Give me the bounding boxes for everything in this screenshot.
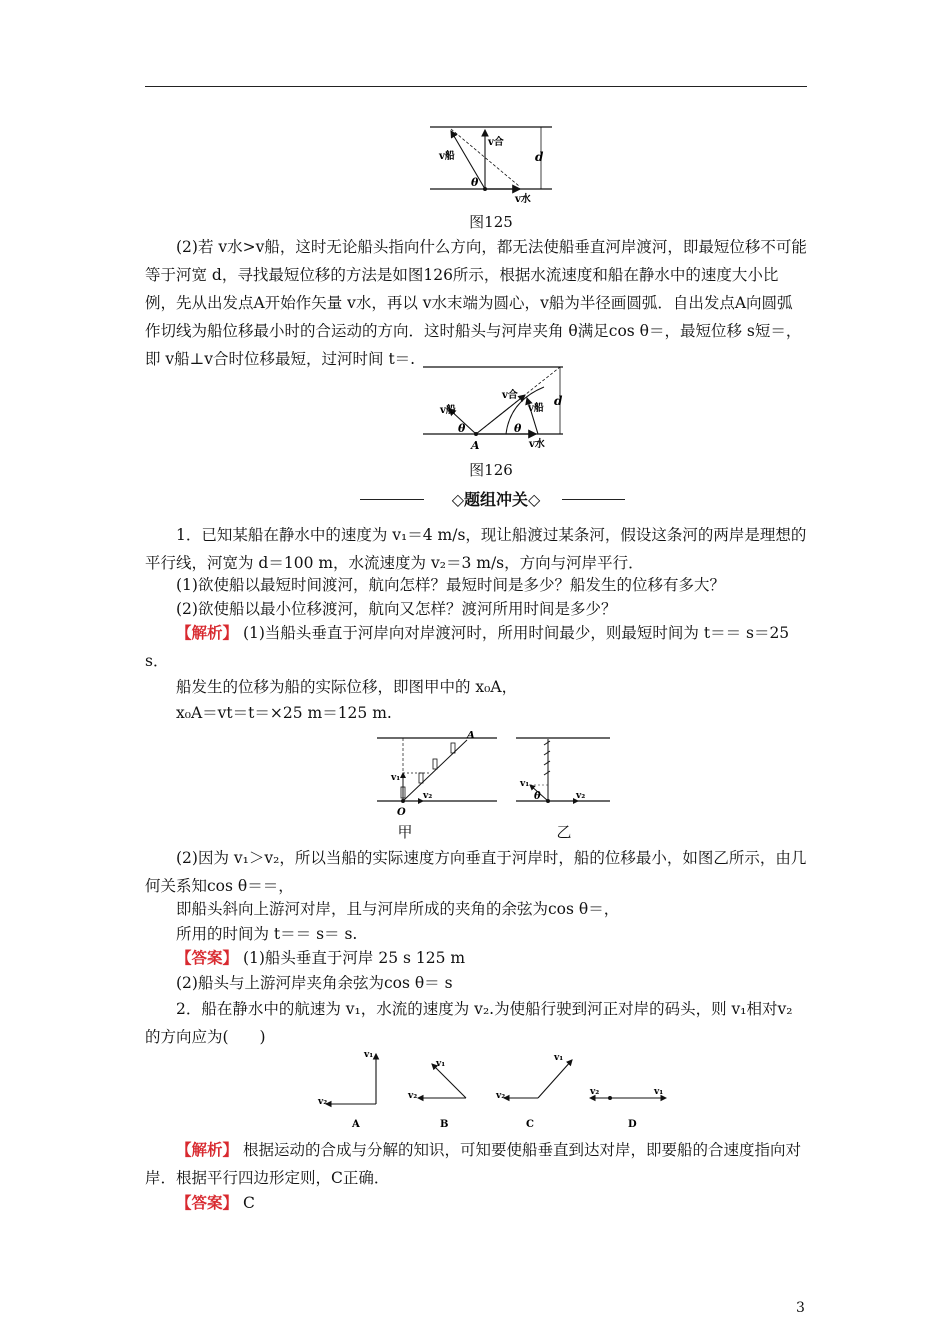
q1-daan: [145, 944, 807, 972]
q1-a1: (1)当船头垂直于河岸向对岸渡河时，所用时间最少，则最短时间为 t＝＝ s＝25 s．: [145, 624, 790, 670]
optA-label: A: [352, 1119, 360, 1130]
fig126-vhe: v合: [502, 390, 518, 401]
jia-A: A: [467, 731, 475, 741]
fig126-caption: 图126: [469, 461, 513, 479]
fig126-vshui: v水: [529, 439, 545, 450]
q1-a3: x₀A＝vt＝t＝×25 m＝125 m.: [176, 704, 392, 722]
page-number: 3: [796, 1300, 805, 1316]
figure-125: [425, 118, 555, 208]
yi-theta: θ: [534, 791, 541, 802]
optA-v2: v₂: [318, 1097, 328, 1107]
fig126-theta2: θ: [514, 422, 522, 435]
optD-label: D: [628, 1119, 637, 1130]
section-title: ◇题组冲关◇: [451, 490, 541, 509]
q2-jiexi-tag: 【解析】: [176, 1141, 239, 1159]
optB-v2: v₂: [408, 1091, 418, 1101]
q2-stem: 2．船在静水中的航速为 v₁，水流的速度为 v₂.为使船行驶到河正对岸的码头，则 v₁相对v₂的方向应为( ): [145, 1000, 793, 1046]
fig126-theta1: θ: [458, 422, 466, 435]
q2-jiexi: [145, 1136, 807, 1192]
optD-v1: v₁: [654, 1087, 664, 1097]
fig126-A: A: [471, 439, 480, 452]
q1-daan-tag: 【答案】: [176, 949, 239, 967]
jia-v1: v₁: [391, 773, 401, 783]
q2-ans: C: [242, 1194, 255, 1212]
q2-options-figure: [308, 1046, 678, 1130]
fig126-d: d: [554, 394, 563, 408]
fig125-d: d: [535, 150, 544, 164]
fig126-vchuan: v船: [440, 405, 456, 416]
yi-v1: v₁: [520, 779, 530, 789]
q1-jiexi: [145, 619, 807, 675]
jia-v2: v₂: [423, 791, 433, 801]
optD-v2: v₂: [590, 1087, 600, 1097]
figure-126: [418, 361, 568, 457]
figure-jia: [375, 731, 499, 823]
fig126-vchuan2: v船: [528, 403, 544, 414]
q1-sub1: (1)欲使船以最短时间渡河，航向怎样？最短时间是多少？船发生的位移有多大？: [176, 576, 725, 594]
q1-sub2: (2)欲使船以最小位移渡河，航向又怎样？渡河所用时间是多少？: [176, 600, 617, 618]
q1-a4: (2)因为 v₁＞v₂，所以当船的实际速度方向垂直于河岸时，船的位移最小，如图乙所示，由几何关系知cos θ＝＝，: [145, 849, 807, 895]
fig125-vhe: v合: [488, 137, 504, 148]
q1-ans1: (1)船头垂直于河岸 25 s 125 m: [242, 949, 466, 967]
optB-v1: v₁: [436, 1059, 446, 1069]
jia-caption: 甲: [397, 823, 413, 841]
q2-daan: [145, 1189, 807, 1217]
yi-caption: 乙: [556, 823, 572, 841]
section-heading: [360, 487, 625, 511]
optC-label: C: [526, 1119, 534, 1130]
q1-a6: 所用的时间为 t＝＝ s＝ s.: [176, 925, 358, 943]
q2-daan-tag: 【答案】: [176, 1194, 239, 1212]
optC-v1: v₁: [554, 1053, 564, 1063]
fig125-caption: 图125: [469, 213, 513, 231]
optB-label: B: [440, 1119, 449, 1130]
q1-stem: 1．已知某船在静水中的速度为 v₁＝4 m/s，现让船渡过某条河，假设这条河的两岸是理想的平行线，河宽为 d＝100 m，水流速度为 v₂＝3 m/s，方向与河岸平行．: [145, 526, 807, 572]
yi-v2: v₂: [576, 791, 586, 801]
optA-v1: v₁: [364, 1050, 374, 1060]
fig125-vshui: v水: [515, 194, 531, 205]
q1-a5: 即船头斜向上游河对岸，且与河岸所成的夹角的余弦为cos θ＝，: [176, 900, 620, 918]
para2: (2)若 v水>v船，这时无论船头指向什么方向，都无法使船垂直河岸渡河，即最短位移不可能等于河宽 d，寻找最短位移的方法是如图126所示，根据水流速度和船在静水中的速度大小比例，先从出发点A开始作矢量 v水，再以 v水末端为圆心，v船为半径画圆弧．自出发点A向圆弧作切线为船位移最小时的合运动的方向．这时船头与河岸夹角 θ满足cos θ＝，最短位移 s短＝，即 v船⊥v合时位移最短，过河时间 t＝.: [145, 238, 807, 368]
q1-ans2: (2)船头与上游河岸夹角余弦为cos θ＝ s: [176, 974, 453, 992]
q1-a2: 船发生的位移为船的实际位移，即图甲中的 x₀A，: [176, 678, 518, 696]
optC-v2: v₂: [496, 1091, 506, 1101]
figure-yi: [514, 731, 612, 809]
fig125-vchuan: v船: [439, 151, 455, 162]
q1-jiexi-tag: 【解析】: [176, 624, 239, 642]
fig125-theta: θ: [471, 176, 479, 189]
jia-O: O: [397, 807, 406, 818]
q2-jiexi-text: 根据运动的合成与分解的知识，可知要使船垂直到达对岸，即要船的合速度指向对岸．根据平行四边形定则，C正确．: [145, 1141, 801, 1187]
header-rule: [145, 86, 807, 87]
